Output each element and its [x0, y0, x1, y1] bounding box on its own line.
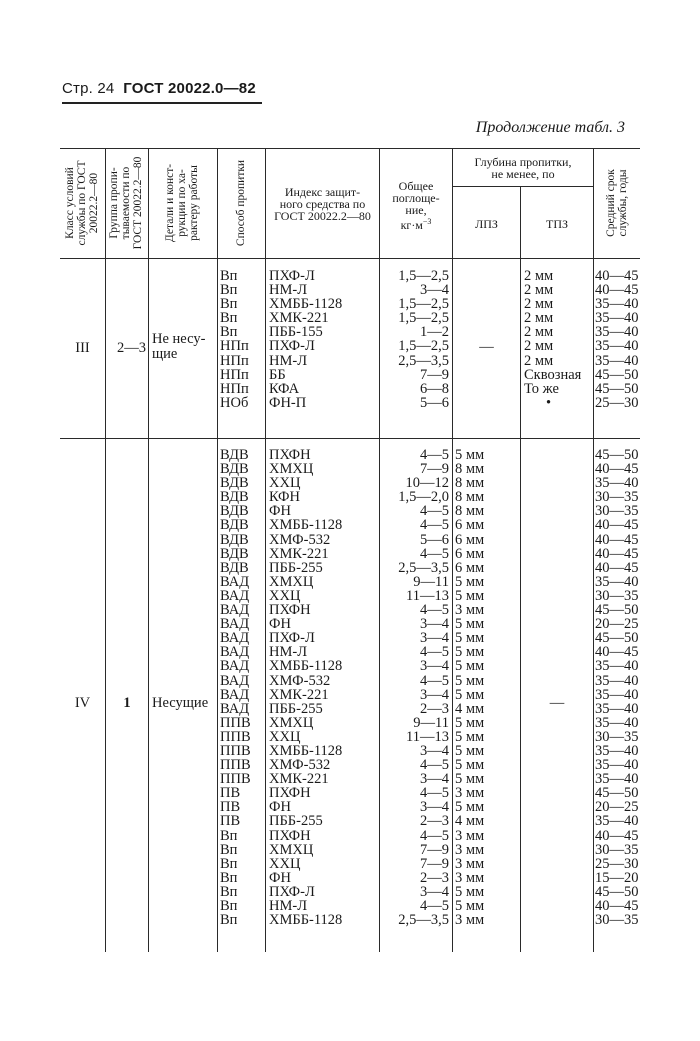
row-method: Вп	[220, 841, 238, 858]
row-agent: ПББ-255	[269, 813, 323, 830]
row-life: 40—45	[595, 282, 639, 299]
header-service-life: Средний срок службы, годы	[605, 169, 629, 237]
row-absorption: 1,5—2,5	[398, 310, 449, 327]
row-life: 30—35	[595, 841, 639, 858]
row-method: НОб	[220, 394, 249, 411]
row-life: 30—35	[595, 503, 639, 520]
row-tpz: 2 мм	[524, 352, 554, 369]
row-lpz: 3 мм	[455, 855, 485, 872]
row-absorption: 1,5—2,5	[398, 268, 449, 284]
row-absorption: 9—11	[413, 714, 449, 731]
col-rule-7	[520, 186, 521, 952]
row-method: Вп	[220, 827, 238, 844]
row-method: ВДВ	[220, 461, 249, 478]
row-agent: КФА	[269, 380, 300, 397]
row-lpz: 8 мм	[455, 503, 485, 520]
row-tpz: 2 мм	[524, 324, 554, 341]
row-agent: ФН	[269, 503, 291, 520]
row-tpz: 2 мм	[524, 338, 554, 355]
row-agent: ХМК-221	[269, 310, 329, 327]
row-agent: ПХФ-Л	[269, 338, 315, 355]
section-iv-parts: Несущие	[152, 695, 209, 711]
row-lpz: 3 мм	[455, 827, 485, 844]
row-agent: ПББ-255	[269, 700, 323, 717]
row-method: ВАД	[220, 587, 250, 604]
row-method: Вп	[220, 282, 238, 299]
section-iii-group: 2—3	[117, 340, 146, 356]
row-life: 40—45	[595, 268, 639, 284]
row-absorption: 3—4	[420, 630, 449, 647]
row-method: ППВ	[220, 771, 251, 788]
row-life: 45—50	[595, 785, 639, 802]
row-absorption: 3—4	[420, 799, 449, 816]
row-life: 35—40	[595, 475, 639, 492]
section-iv-life-column	[595, 448, 639, 927]
row-method: ППВ	[220, 742, 251, 759]
row-method: ВДВ	[220, 475, 249, 492]
row-absorption: 2—3	[420, 700, 449, 717]
col-rule-2	[148, 148, 149, 952]
section-iv-lpz-column	[455, 448, 484, 927]
row-life: 40—45	[595, 531, 639, 548]
row-life: 40—45	[595, 559, 639, 576]
section-iii-absorption-column	[380, 269, 449, 410]
row-lpz: 3 мм	[455, 602, 485, 619]
header-impregnability-group: Группа пропи- тываемости по ГОСТ 20022.2—80	[108, 156, 144, 250]
row-absorption: 5—6	[420, 531, 449, 548]
row-life: 45—50	[595, 630, 639, 647]
section-iii-tpz-column	[524, 269, 581, 410]
row-lpz: 8 мм	[455, 475, 485, 492]
row-absorption: 3—4	[420, 742, 449, 759]
header-absorption: Общее поглоще- ние, $кг\cdot м^{-3}$	[392, 179, 440, 232]
section-iv-method-column	[220, 448, 251, 927]
row-absorption: 4—5	[420, 785, 449, 802]
row-method: ВДВ	[220, 531, 249, 548]
col-rule-4	[265, 148, 266, 952]
page-number: Стр. 24	[62, 80, 115, 97]
row-method: ПВ	[220, 813, 241, 830]
row-agent: КФН	[269, 489, 300, 506]
row-agent: ПББ-155	[269, 324, 323, 341]
header-method: Способ пропитки	[235, 159, 247, 247]
row-tpz: 2 мм	[524, 296, 554, 313]
row-lpz: 3 мм	[455, 869, 485, 886]
row-life: 45—50	[595, 380, 639, 397]
row-life: 35—40	[595, 296, 639, 313]
row-method: Вп	[220, 296, 238, 313]
row-method: ВДВ	[220, 503, 249, 520]
col-rule-3	[217, 148, 218, 952]
row-lpz: 5 мм	[455, 883, 485, 900]
row-life: 45—50	[595, 883, 639, 900]
row-absorption: 2,5—3,5	[398, 559, 449, 576]
section-iv-group: 1	[123, 695, 131, 711]
row-absorption: 1,5—2,5	[398, 296, 449, 313]
row-agent: ХМФ-532	[269, 757, 331, 774]
row-agent: НМ-Л	[269, 644, 308, 661]
row-agent: ХХЦ	[269, 855, 301, 872]
row-absorption: 4—5	[420, 898, 449, 914]
row-agent: НМ-Л	[269, 352, 308, 369]
row-agent: ПББ-255	[269, 559, 323, 576]
row-absorption: 4—5	[420, 503, 449, 520]
row-life: 35—40	[595, 757, 639, 774]
row-method: НПп	[220, 352, 249, 369]
row-agent: ПХФН	[269, 827, 311, 844]
row-life: 15—20	[595, 869, 639, 886]
row-absorption: 5—6	[420, 394, 449, 411]
row-agent: ХМББ-1128	[269, 742, 343, 759]
section-iii-agent-column	[269, 269, 342, 410]
row-agent: ХМК-221	[269, 686, 329, 703]
row-absorption: 1—2	[420, 324, 449, 341]
row-method: Вп	[220, 310, 238, 327]
header-agent-index: Индекс защит- ного средства по ГОСТ 20022.2—80	[274, 185, 371, 223]
row-method: ВАД	[220, 602, 250, 619]
row-absorption: 4—5	[420, 602, 449, 619]
row-agent: ПХФН	[269, 447, 311, 463]
row-lpz: 5 мм	[455, 644, 485, 661]
row-lpz: 3 мм	[455, 912, 485, 929]
row-method: Вп	[220, 912, 238, 929]
row-agent: ХХЦ	[269, 475, 301, 492]
row-lpz: 5 мм	[455, 714, 485, 731]
row-agent: ХМХЦ	[269, 714, 314, 731]
row-lpz: 5 мм	[455, 630, 485, 647]
row-life: 30—35	[595, 912, 639, 929]
row-agent: ПХФН	[269, 602, 311, 619]
row-tpz: 2 мм	[524, 282, 554, 299]
row-method: ВАД	[220, 686, 250, 703]
section-iii-life-column	[595, 269, 639, 410]
row-absorption: 1,5—2,5	[398, 338, 449, 355]
section-iv-tpz: —	[549, 695, 565, 711]
rule-header-bottom	[60, 258, 640, 259]
row-agent: ФН	[269, 616, 291, 633]
page-header	[62, 80, 256, 97]
rule-depth-sub	[453, 186, 593, 187]
section-iv-class: IV	[74, 695, 91, 711]
row-life: 35—40	[595, 714, 639, 731]
row-lpz: 5 мм	[455, 672, 485, 689]
row-agent: ХМББ-1128	[269, 658, 343, 675]
row-absorption: 4—5	[420, 757, 449, 774]
section-iii-parts: Не несу- щие	[152, 331, 206, 362]
row-method: Вп	[220, 869, 238, 886]
row-method: ППВ	[220, 728, 251, 745]
row-life: 35—40	[595, 658, 639, 675]
row-lpz: 6 мм	[455, 545, 485, 562]
row-method: ВДВ	[220, 447, 249, 463]
row-absorption: 7—9	[420, 366, 449, 383]
col-rule-8	[593, 148, 594, 952]
row-lpz: 5 мм	[455, 686, 485, 703]
row-life: 20—25	[595, 799, 639, 816]
row-absorption: 11—13	[406, 587, 449, 604]
row-absorption: 7—9	[420, 855, 449, 872]
row-absorption: 4—5	[420, 517, 449, 534]
row-method: ВДВ	[220, 489, 249, 506]
row-agent: ББ	[269, 366, 286, 383]
standard-code: ГОСТ 20022.0—82	[123, 80, 256, 97]
row-lpz: 6 мм	[455, 517, 485, 534]
row-agent: ФН	[269, 869, 291, 886]
row-tpz: Сквозная	[524, 366, 582, 383]
row-absorption: 7—9	[420, 841, 449, 858]
col-rule-6	[452, 148, 453, 952]
row-lpz: 5 мм	[455, 587, 485, 604]
row-life: 35—40	[595, 310, 639, 327]
row-method: ВДВ	[220, 559, 249, 576]
row-method: Вп	[220, 898, 238, 914]
row-lpz: 4 мм	[455, 813, 485, 830]
row-life: 45—50	[595, 366, 639, 383]
row-method: ВАД	[220, 644, 250, 661]
row-agent: ХМФ-532	[269, 672, 331, 689]
row-life: 25—30	[595, 855, 639, 872]
row-life: 35—40	[595, 324, 639, 341]
row-method: Вп	[220, 883, 238, 900]
header-tpz: ТПЗ	[545, 217, 568, 231]
row-lpz: 5 мм	[455, 757, 485, 774]
col-rule-1	[105, 148, 106, 952]
row-life: 20—25	[595, 616, 639, 633]
row-agent: НМ-Л	[269, 282, 308, 299]
row-method: НПп	[220, 380, 249, 397]
row-absorption: 4—5	[420, 827, 449, 844]
row-agent: ХМК-221	[269, 771, 329, 788]
row-method: НПп	[220, 338, 249, 355]
row-life: 45—50	[595, 447, 639, 463]
row-absorption: 6—8	[420, 380, 449, 397]
row-life: 40—45	[595, 898, 639, 914]
row-absorption: 3—4	[420, 883, 449, 900]
row-tpz: •	[546, 394, 552, 411]
row-life: 30—35	[595, 728, 639, 745]
row-agent: ФН-П	[269, 394, 307, 411]
row-lpz: 3 мм	[455, 841, 485, 858]
row-lpz: 4 мм	[455, 700, 485, 717]
row-life: 35—40	[595, 573, 639, 590]
row-lpz: 5 мм	[455, 742, 485, 759]
row-lpz: 6 мм	[455, 531, 485, 548]
row-lpz: 5 мм	[455, 771, 485, 788]
row-lpz: 5 мм	[455, 447, 485, 463]
row-absorption: 1,5—2,0	[398, 489, 449, 506]
section-iii-class: III	[75, 340, 90, 356]
row-absorption: 3—4	[420, 686, 449, 703]
row-method: ВАД	[220, 630, 250, 647]
row-agent: ХМХЦ	[269, 461, 314, 478]
row-agent: ХХЦ	[269, 728, 301, 745]
row-absorption: 2—3	[420, 869, 449, 886]
row-absorption: 3—4	[420, 658, 449, 675]
row-agent: ХМББ-1128	[269, 912, 343, 929]
row-lpz: 5 мм	[455, 573, 485, 590]
header-lpz: ЛПЗ	[475, 217, 498, 231]
row-tpz: 2 мм	[524, 268, 554, 284]
row-lpz: 3 мм	[455, 785, 485, 802]
row-method: ВАД	[220, 672, 250, 689]
row-absorption: 9—11	[413, 573, 449, 590]
row-lpz: 8 мм	[455, 461, 485, 478]
header-rule	[62, 102, 262, 104]
row-life: 35—40	[595, 700, 639, 717]
row-absorption: 4—5	[420, 644, 449, 661]
table-continuation: Продолжение табл. 3	[475, 119, 625, 136]
row-method: ППВ	[220, 757, 251, 774]
row-absorption: 3—4	[420, 616, 449, 633]
row-absorption: 4—5	[420, 545, 449, 562]
row-agent: ПХФ-Л	[269, 883, 315, 900]
row-tpz: 2 мм	[524, 310, 554, 327]
section-iv-absorption-column	[380, 448, 449, 927]
row-agent: ПХФ-Л	[269, 630, 315, 647]
row-absorption: 7—9	[420, 461, 449, 478]
row-life: 35—40	[595, 686, 639, 703]
row-agent: ФН	[269, 799, 291, 816]
section-iv-agent-column	[269, 448, 342, 927]
row-life: 40—45	[595, 461, 639, 478]
row-life: 45—50	[595, 602, 639, 619]
row-life: 35—40	[595, 338, 639, 355]
row-absorption: 4—5	[420, 447, 449, 463]
row-agent: ХМХЦ	[269, 573, 314, 590]
row-agent: ХМФ-532	[269, 531, 331, 548]
header-depth-group: Глубина пропитки, не менее, по	[474, 155, 572, 181]
row-lpz: 8 мм	[455, 489, 485, 506]
row-method: ПВ	[220, 785, 241, 802]
row-agent: НМ-Л	[269, 898, 308, 914]
row-agent: ХМХЦ	[269, 841, 314, 858]
row-method: ВАД	[220, 616, 250, 633]
row-absorption: 10—12	[405, 475, 449, 492]
row-agent: ПХФ-Л	[269, 268, 315, 284]
row-method: ВАД	[220, 573, 250, 590]
row-method: ВДВ	[220, 545, 249, 562]
header-service-class: Класс условий службы по ГОСТ 20022.2—80	[64, 160, 100, 246]
row-method: ВАД	[220, 658, 250, 675]
row-absorption: 3—4	[420, 771, 449, 788]
data-table	[60, 148, 640, 952]
row-agent: ХХЦ	[269, 587, 301, 604]
row-lpz: 5 мм	[455, 898, 485, 914]
section-iii-method-column	[220, 269, 249, 410]
row-agent: ХМББ-1128	[269, 296, 343, 313]
row-life: 40—45	[595, 827, 639, 844]
row-life: 30—35	[595, 489, 639, 506]
row-method: ВАД	[220, 700, 250, 717]
row-method: ПВ	[220, 799, 241, 816]
row-absorption: 3—4	[420, 282, 449, 299]
row-life: 35—40	[595, 742, 639, 759]
row-life: 40—45	[595, 644, 639, 661]
row-lpz: 5 мм	[455, 658, 485, 675]
row-life: 40—45	[595, 517, 639, 534]
row-lpz: 6 мм	[455, 559, 485, 576]
row-agent: ХМК-221	[269, 545, 329, 562]
row-life: 30—35	[595, 587, 639, 604]
row-life: 40—45	[595, 545, 639, 562]
row-method: Вп	[220, 324, 238, 341]
row-absorption: 2,5—3,5	[398, 912, 449, 929]
row-method: Вп	[220, 855, 238, 872]
section-iii-lpz: —	[479, 339, 494, 355]
row-absorption: 4—5	[420, 672, 449, 689]
row-agent: ХМББ-1128	[269, 517, 343, 534]
row-lpz: 5 мм	[455, 728, 485, 745]
row-absorption: 2,5—3,5	[398, 352, 449, 369]
rule-top	[60, 148, 640, 149]
row-method: ВДВ	[220, 517, 249, 534]
row-life: 35—40	[595, 672, 639, 689]
row-life: 35—40	[595, 771, 639, 788]
row-absorption: 2—3	[420, 813, 449, 830]
row-life: 35—40	[595, 352, 639, 369]
header-parts: Детали и конст- рукции по ха- рактеру работы	[164, 163, 200, 243]
row-method: Вп	[220, 268, 238, 284]
row-life: 25—30	[595, 394, 639, 411]
row-method: НПп	[220, 366, 249, 383]
row-agent: ПХФН	[269, 785, 311, 802]
row-method: ППВ	[220, 714, 251, 731]
row-tpz: То же	[524, 380, 559, 397]
row-lpz: 5 мм	[455, 616, 485, 633]
row-absorption: 11—13	[406, 728, 449, 745]
rule-section-divider	[60, 438, 640, 439]
row-life: 35—40	[595, 813, 639, 830]
row-lpz: 5 мм	[455, 799, 485, 816]
